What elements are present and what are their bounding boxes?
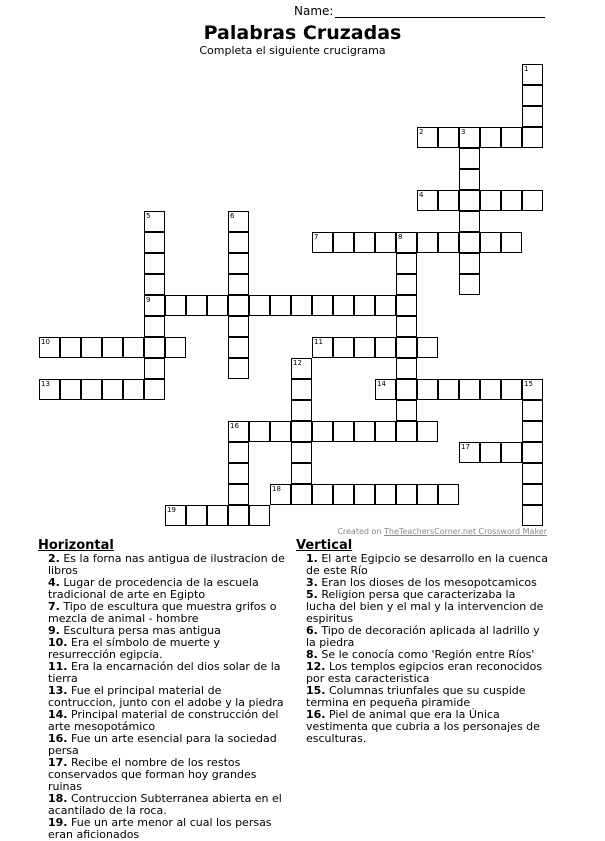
clue-number: 13. bbox=[48, 684, 68, 697]
clue-number: 6. bbox=[306, 624, 318, 637]
grid-cell[interactable] bbox=[291, 442, 312, 463]
credit-link[interactable]: TheTeachersCorner.net Crossword Maker bbox=[384, 527, 547, 536]
grid-cell[interactable] bbox=[522, 85, 543, 106]
clue-text: Contruccion Subterranea abierta en el acantilado de la roca. bbox=[48, 792, 282, 817]
grid-cell[interactable] bbox=[501, 442, 522, 463]
clue-text: Fue un arte menor al cual los persas eran aficionados bbox=[48, 816, 272, 841]
clue-number: 5. bbox=[306, 588, 318, 601]
grid-cell[interactable] bbox=[375, 421, 396, 442]
clue-text: Se le conocía como 'Región entre Ríos' bbox=[321, 648, 535, 661]
grid-cell[interactable] bbox=[249, 421, 270, 442]
grid-cell[interactable] bbox=[228, 274, 249, 295]
grid-cell[interactable] bbox=[459, 169, 480, 190]
grid-cell[interactable] bbox=[396, 421, 417, 442]
grid-clue-number: 2 bbox=[419, 128, 424, 136]
down-clue bbox=[296, 553, 548, 577]
across-clue bbox=[38, 709, 288, 733]
down-heading: Vertical bbox=[296, 538, 353, 553]
grid-clue-number: 4 bbox=[419, 191, 424, 199]
clue-text: Lugar de procedencia de la escuela tradicional de arte en Egipto bbox=[48, 576, 259, 601]
clue-number: 17. bbox=[48, 756, 68, 769]
grid-cell[interactable] bbox=[396, 274, 417, 295]
grid-cell[interactable] bbox=[207, 505, 228, 526]
grid-cell[interactable] bbox=[81, 379, 102, 400]
grid-cell[interactable] bbox=[312, 295, 333, 316]
clue-text: Era el símbolo de muerte y resurrección egipcia. bbox=[48, 636, 220, 661]
clue-number: 9. bbox=[48, 624, 60, 637]
grid-cell[interactable] bbox=[522, 505, 543, 526]
grid-cell[interactable] bbox=[144, 337, 165, 358]
grid-cell[interactable] bbox=[459, 253, 480, 274]
grid-cell[interactable] bbox=[375, 232, 396, 253]
grid-cell[interactable] bbox=[186, 295, 207, 316]
grid-cell[interactable] bbox=[60, 379, 81, 400]
grid-cell[interactable] bbox=[270, 421, 291, 442]
grid-cell[interactable] bbox=[144, 358, 165, 379]
grid-cell[interactable] bbox=[522, 442, 543, 463]
grid-clue-number: 12 bbox=[293, 359, 302, 367]
grid-cell[interactable] bbox=[291, 463, 312, 484]
grid-cell[interactable] bbox=[396, 316, 417, 337]
grid-cell[interactable] bbox=[438, 190, 459, 211]
grid-cell[interactable] bbox=[81, 337, 102, 358]
clue-text: Es la forna nas antigua de ilustracion de libros bbox=[48, 552, 285, 577]
down-clue bbox=[296, 709, 548, 745]
grid-cell[interactable] bbox=[249, 505, 270, 526]
clue-text: Los templos egipcios eran reconocidos por esta caracteristica bbox=[306, 660, 543, 685]
grid-cell[interactable] bbox=[228, 484, 249, 505]
grid-cell[interactable] bbox=[480, 190, 501, 211]
clue-number: 10. bbox=[48, 636, 68, 649]
grid-cell[interactable] bbox=[354, 484, 375, 505]
grid-cell[interactable] bbox=[459, 274, 480, 295]
grid-cell[interactable] bbox=[312, 421, 333, 442]
grid-cell[interactable] bbox=[228, 358, 249, 379]
grid-cell[interactable] bbox=[480, 127, 501, 148]
grid-clue-number: 3 bbox=[461, 128, 466, 136]
down-clue bbox=[296, 685, 548, 709]
grid-clue-number: 8 bbox=[398, 233, 403, 241]
grid-clue-number: 6 bbox=[230, 212, 235, 220]
clue-number: 3. bbox=[306, 576, 318, 589]
grid-clue-number: 16 bbox=[230, 422, 239, 430]
grid-cell[interactable] bbox=[396, 379, 417, 400]
grid-cell[interactable] bbox=[102, 379, 123, 400]
grid-clue-number: 9 bbox=[146, 296, 151, 304]
grid-clue-number: 7 bbox=[314, 233, 319, 241]
grid-cell[interactable] bbox=[417, 337, 438, 358]
grid-cell[interactable] bbox=[144, 274, 165, 295]
grid-cell[interactable] bbox=[438, 127, 459, 148]
grid-cell[interactable] bbox=[333, 421, 354, 442]
clue-text: Principal material de construcción del arte mesopotámico bbox=[48, 708, 279, 733]
across-heading: Horizontal bbox=[38, 538, 114, 553]
across-clues bbox=[38, 540, 288, 841]
across-clue bbox=[38, 793, 288, 817]
grid-cell[interactable] bbox=[228, 232, 249, 253]
grid-cell[interactable] bbox=[333, 337, 354, 358]
grid-cell[interactable] bbox=[417, 484, 438, 505]
grid-cell[interactable] bbox=[354, 337, 375, 358]
clue-number: 18. bbox=[48, 792, 68, 805]
clue-number: 11. bbox=[48, 660, 68, 673]
grid-cell[interactable] bbox=[228, 442, 249, 463]
grid-cell[interactable] bbox=[291, 295, 312, 316]
grid-cell[interactable] bbox=[396, 295, 417, 316]
grid-cell[interactable] bbox=[291, 379, 312, 400]
grid-cell[interactable] bbox=[354, 421, 375, 442]
grid-cell[interactable] bbox=[522, 421, 543, 442]
grid-cell[interactable] bbox=[501, 190, 522, 211]
clue-text: Fue un arte esencial para la sociedad persa bbox=[48, 732, 277, 757]
grid-cell[interactable] bbox=[501, 232, 522, 253]
across-clue bbox=[38, 685, 288, 709]
grid-cell[interactable] bbox=[165, 337, 186, 358]
grid-cell[interactable] bbox=[459, 190, 480, 211]
grid-cell[interactable] bbox=[228, 295, 249, 316]
grid-cell[interactable] bbox=[438, 379, 459, 400]
clue-number: 16. bbox=[48, 732, 68, 745]
grid-clue-number: 17 bbox=[461, 443, 470, 451]
clue-number: 7. bbox=[48, 600, 60, 613]
grid-cell[interactable] bbox=[522, 106, 543, 127]
clue-text: Tipo de decoración aplicada al ladrillo y la piedra bbox=[306, 624, 540, 649]
credit-line bbox=[337, 527, 547, 536]
grid-cell[interactable] bbox=[228, 463, 249, 484]
grid-cell[interactable] bbox=[228, 337, 249, 358]
grid-clue-number: 14 bbox=[377, 380, 386, 388]
clue-number: 2. bbox=[48, 552, 60, 565]
clue-text: Escultura persa mas antigua bbox=[63, 624, 221, 637]
across-clue bbox=[38, 577, 288, 601]
clue-text: Piel de animal que era la Única vestimenta que cubria a los personajes de esculturas. bbox=[306, 708, 540, 745]
grid-cell[interactable] bbox=[480, 442, 501, 463]
grid-cell[interactable] bbox=[417, 379, 438, 400]
grid-clue-number: 1 bbox=[524, 65, 529, 73]
clue-text: Era la encarnación del dios solar de la tierra bbox=[48, 660, 281, 685]
clue-text: Columnas triunfales que su cuspide termina en pequeña piramide bbox=[306, 684, 526, 709]
grid-cell[interactable] bbox=[417, 421, 438, 442]
grid-cell[interactable] bbox=[396, 484, 417, 505]
grid-cell[interactable] bbox=[144, 253, 165, 274]
grid-clue-number: 10 bbox=[41, 338, 50, 346]
grid-cell[interactable] bbox=[123, 337, 144, 358]
grid-cell[interactable] bbox=[522, 400, 543, 421]
grid-cell[interactable] bbox=[228, 316, 249, 337]
clue-number: 12. bbox=[306, 660, 326, 673]
grid-clue-number: 19 bbox=[167, 506, 176, 514]
grid-cell[interactable] bbox=[333, 232, 354, 253]
across-clue bbox=[38, 817, 288, 841]
clue-number: 19. bbox=[48, 816, 68, 829]
clue-number: 8. bbox=[306, 648, 318, 661]
grid-cell[interactable] bbox=[501, 127, 522, 148]
grid-cell[interactable] bbox=[501, 379, 522, 400]
across-clue bbox=[38, 637, 288, 661]
clue-number: 1. bbox=[306, 552, 318, 565]
clue-text: Fue el principal material de contruccion, junto con el adobe y la piedra bbox=[48, 684, 284, 709]
grid-cell[interactable] bbox=[522, 127, 543, 148]
clue-number: 14. bbox=[48, 708, 68, 721]
clue-text: Religion persa que caracterizaba la lucha del bien y el mal y la intervencion de espiritus bbox=[306, 588, 544, 625]
across-clue bbox=[38, 757, 288, 793]
grid-cell[interactable] bbox=[102, 337, 123, 358]
clue-text: Eran los dioses de los mesopotcamicos bbox=[321, 576, 537, 589]
grid-cell[interactable] bbox=[354, 295, 375, 316]
grid-cell[interactable] bbox=[522, 484, 543, 505]
clue-number: 4. bbox=[48, 576, 60, 589]
grid-cell[interactable] bbox=[333, 484, 354, 505]
down-clue bbox=[296, 589, 548, 625]
grid-cell[interactable] bbox=[228, 253, 249, 274]
clue-number: 16. bbox=[306, 708, 326, 721]
grid-cell[interactable] bbox=[228, 505, 249, 526]
across-clue bbox=[38, 601, 288, 625]
grid-cell[interactable] bbox=[144, 316, 165, 337]
name-label: Name: bbox=[294, 4, 334, 18]
clue-number: 15. bbox=[306, 684, 326, 697]
grid-cell[interactable] bbox=[291, 400, 312, 421]
page-subtitle: Completa el siguiente crucigrama bbox=[199, 44, 386, 57]
grid-cell[interactable] bbox=[186, 505, 207, 526]
grid-clue-number: 15 bbox=[524, 380, 533, 388]
grid-cell[interactable] bbox=[249, 295, 270, 316]
credit-prefix: Created on bbox=[337, 527, 385, 536]
clue-text: El arte Egipcio se desarrollo en la cuenca de este Río bbox=[306, 552, 548, 577]
grid-cell[interactable] bbox=[480, 232, 501, 253]
grid-clue-number: 11 bbox=[314, 338, 323, 346]
page-title: Palabras Cruzadas bbox=[203, 22, 402, 44]
grid-clue-number: 13 bbox=[41, 380, 50, 388]
grid-cell[interactable] bbox=[291, 484, 312, 505]
grid-clue-number: 18 bbox=[272, 485, 281, 493]
grid-cell[interactable] bbox=[522, 463, 543, 484]
grid-cell[interactable] bbox=[396, 358, 417, 379]
grid-cell[interactable] bbox=[144, 379, 165, 400]
grid-cell[interactable] bbox=[396, 253, 417, 274]
down-clue bbox=[296, 661, 548, 685]
grid-cell[interactable] bbox=[459, 211, 480, 232]
across-clue bbox=[38, 733, 288, 757]
grid-cell[interactable] bbox=[165, 295, 186, 316]
clue-text: Recibe el nombre de los restos conservados que forman hoy grandes ruinas bbox=[48, 756, 257, 793]
grid-cell[interactable] bbox=[438, 232, 459, 253]
grid-cell[interactable] bbox=[375, 484, 396, 505]
grid-cell[interactable] bbox=[123, 379, 144, 400]
down-clue bbox=[296, 625, 548, 649]
grid-cell[interactable] bbox=[480, 379, 501, 400]
grid-cell[interactable] bbox=[375, 337, 396, 358]
grid-cell[interactable] bbox=[396, 400, 417, 421]
grid-cell[interactable] bbox=[207, 295, 228, 316]
grid-cell[interactable] bbox=[144, 232, 165, 253]
grid-cell[interactable] bbox=[459, 232, 480, 253]
grid-cell[interactable] bbox=[354, 232, 375, 253]
grid-cell[interactable] bbox=[459, 379, 480, 400]
grid-cell[interactable] bbox=[291, 421, 312, 442]
grid-cell[interactable] bbox=[333, 295, 354, 316]
down-clues bbox=[296, 540, 548, 745]
across-clue bbox=[38, 661, 288, 685]
grid-cell[interactable] bbox=[438, 484, 459, 505]
grid-cell[interactable] bbox=[270, 295, 291, 316]
grid-cell[interactable] bbox=[522, 190, 543, 211]
grid-cell[interactable] bbox=[375, 295, 396, 316]
grid-clue-number: 5 bbox=[146, 212, 151, 220]
clue-text: Tipo de escultura que muestra grifos o mezcla de animal - hombre bbox=[48, 600, 277, 625]
grid-cell[interactable] bbox=[396, 337, 417, 358]
grid-cell[interactable] bbox=[312, 484, 333, 505]
grid-cell[interactable] bbox=[60, 337, 81, 358]
across-clue bbox=[38, 553, 288, 577]
grid-cell[interactable] bbox=[459, 148, 480, 169]
grid-cell[interactable] bbox=[417, 232, 438, 253]
